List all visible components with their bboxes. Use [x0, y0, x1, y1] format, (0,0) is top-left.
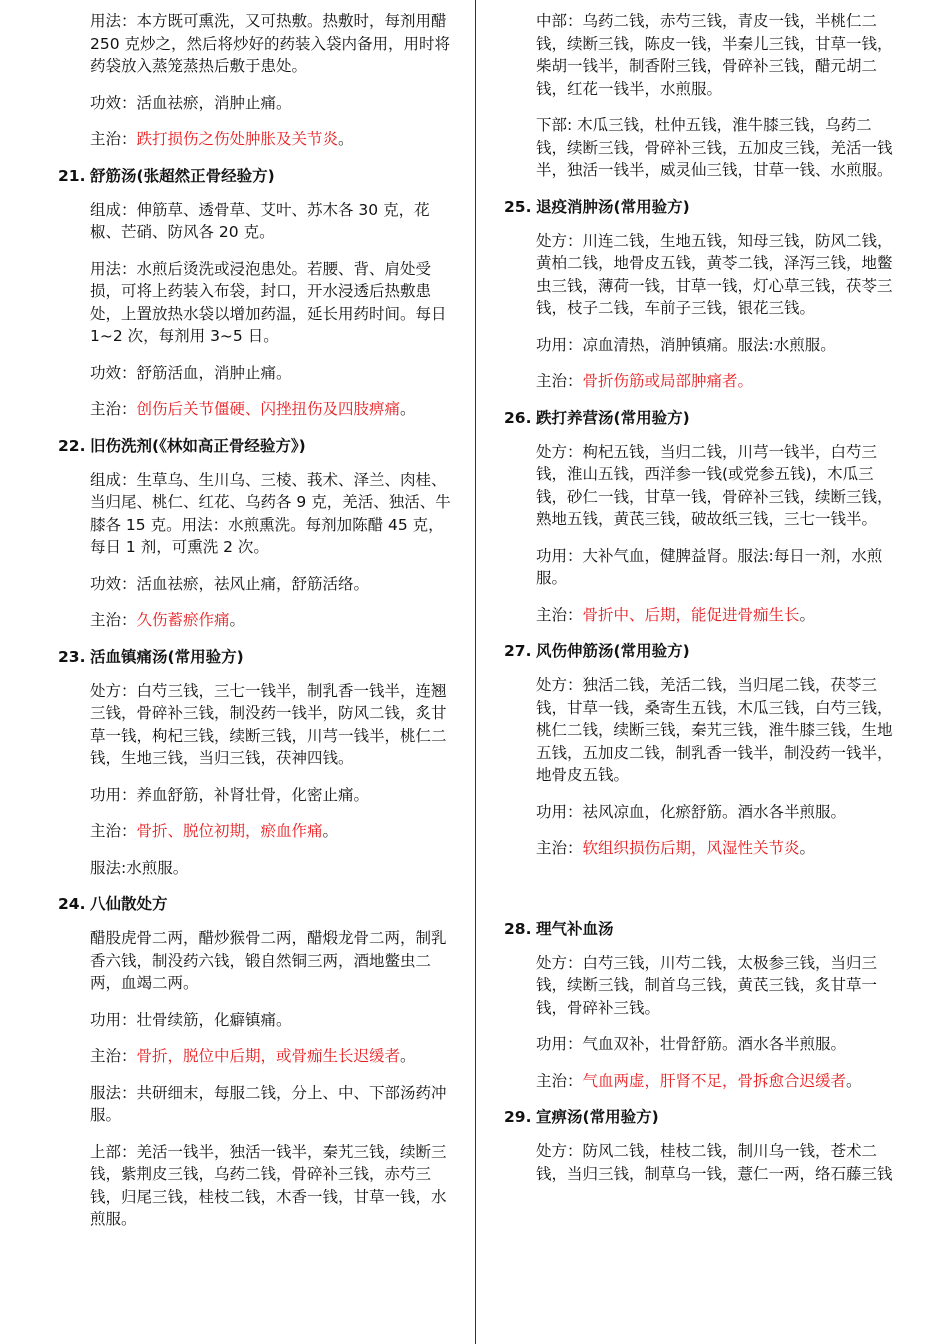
indication-end: 。	[229, 611, 246, 629]
indication-end: 。	[400, 400, 416, 418]
body-paragraph: 上部：羌活一钱半，独活一钱半，秦艽三钱，续断三钱，紫荆皮三钱，乌药二钱，骨碎补三钱，赤芍三钱，归尾三钱，桂枝二钱，木香一钱，甘草一钱，水煎服。	[90, 1142, 447, 1228]
section-number: 22.	[58, 436, 86, 455]
body-paragraph: 处方：白芍三钱，川芍二钱，太极参三钱，当归三钱，续断三钱，制首乌三钱，黄芪三钱，炙甘草一钱，骨碎补三钱。	[536, 953, 878, 1017]
body-paragraph: 处方：独活二钱，羌活二钱，当归尾二钱，茯苓三钱，甘草一钱，桑寄生五钱，木瓜三钱，白芍三钱，桃仁二钱，续断三钱，秦艽三钱，淮牛膝三钱，生地五钱，五加皮二钱，制乳香一钱半，制没药一钱半，地骨皮五钱。	[536, 676, 893, 784]
section-number: 25.	[504, 197, 532, 216]
indication-paragraph	[536, 604, 898, 627]
body-paragraph: 组成：伸筋草、透骨草、艾叶、苏木各 30 克，花椒、芒硝、防风各 20 克。	[90, 200, 430, 241]
indication-text: 骨折，脱位中后期，或骨痂生长迟缓者	[136, 1047, 401, 1065]
indication-paragraph	[90, 128, 452, 151]
body-paragraph: 功用：壮骨续筋，化癖镇痛。	[90, 1010, 292, 1029]
body-paragraph: 功效：活血祛瘀，祛风止痛，舒筋活络。	[90, 574, 370, 593]
section-title: 宣痹汤(常用验方)	[536, 1108, 659, 1126]
body-paragraph: 功用：凉血清热，消肿镇痛。服法:水煎服。	[536, 335, 836, 354]
body-paragraph: 处方：白芍三钱，三七一钱半，制乳香一钱半，连翘三钱，骨碎补三钱，制没药一钱半，防风二钱，炙甘草一钱，枸杞三钱，续断三钱，川芎一钱半，桃仁二钱，生地三钱，当归三钱，茯神四钱。	[90, 681, 447, 767]
indication-text: 创伤后关节僵硬、闪挫扭伤及四肢痹痛	[136, 400, 401, 418]
indication-text: 久伤蓄瘀作痛	[136, 611, 230, 629]
body-paragraph: 服法:水煎服。	[90, 858, 189, 877]
section-number: 28.	[504, 919, 532, 938]
indication-end: 。	[799, 605, 816, 624]
indication-paragraph	[90, 1045, 452, 1068]
indication-paragraph	[536, 370, 898, 393]
indication-label: 主治：	[536, 372, 583, 390]
indication-end: 。	[322, 822, 339, 840]
section-title: 八仙散处方	[90, 895, 168, 913]
indication-paragraph	[536, 1070, 898, 1093]
indication-paragraph	[90, 609, 452, 632]
section-heading	[58, 435, 452, 457]
section-heading	[504, 196, 898, 218]
indication-text: 软组织损伤后期，风湿性关节炎	[582, 839, 800, 857]
column-divider	[475, 0, 476, 1344]
indication-text: 骨折中、后期，能促进骨痂生长	[582, 605, 800, 624]
indication-label: 主治：	[90, 400, 137, 418]
section-number: 23.	[58, 647, 86, 666]
body-paragraph: 处方：枸杞五钱，当归二钱，川芎一钱半，白芍三钱，淮山五钱，西洋参一钱(或党参五钱)，木瓜三钱，砂仁一钱，甘草一钱，骨碎补三钱，续断三钱，熟地五钱，黄芪三钱，破故纸三钱，三七一钱半。	[536, 442, 893, 528]
body-paragraph: 用法：水煎后烫洗或浸泡患处。若腰、背、肩处受损，可将上药装入布袋，封口，开水浸透后热敷患处，上置放热水袋以增加药温，延长用药时间。每日 1~2 次，每剂用 3~5 日。	[90, 259, 447, 345]
indication-label: 主治：	[536, 605, 583, 624]
indication-paragraph	[90, 398, 452, 421]
indication-label: 主治：	[536, 1071, 583, 1090]
indication-label: 主治：	[90, 1047, 137, 1065]
section-title: 理气补血汤	[536, 919, 614, 938]
indication-label: 主治：	[90, 130, 137, 148]
section-spacer	[504, 874, 898, 916]
section-title: 风伤伸筋汤(常用验方)	[536, 642, 690, 660]
indication-end: 。	[400, 1047, 416, 1065]
indication-paragraph	[90, 820, 452, 843]
section-title: 舒筋汤(张超然正骨经验方)	[90, 166, 275, 185]
section-heading	[58, 893, 452, 915]
body-paragraph: 功效：活血祛瘀，消肿止痛。	[90, 93, 292, 112]
section-number: 29.	[504, 1108, 532, 1126]
left-column	[58, 10, 452, 1245]
body-paragraph: 醋股虎骨二两，醋炒猴骨二两，醋煅龙骨二两，制乳香六钱，制没药六钱，锻自然铜三两，酒地鳖虫二两，血竭二两。	[90, 929, 447, 992]
body-paragraph: 处方：川连二钱，生地五钱，知母三钱，防风二钱，黄柏二钱，地骨皮五钱，黄苓二钱，泽泻三钱，地鳖虫三钱，薄荷一钱，甘草一钱，灯心草三钱，茯苓三钱，枝子二钱，车前子三钱，银花三钱。	[536, 231, 893, 317]
indication-end: 。	[846, 1071, 862, 1090]
indication-text: 气血两虚，肝肾不足，骨拆愈合迟缓者	[582, 1071, 847, 1090]
section-number: 26.	[504, 408, 532, 427]
section-number: 21.	[58, 166, 86, 185]
body-paragraph: 功用：气血双补，壮骨舒筋。酒水各半煎服。	[536, 1035, 847, 1053]
body-paragraph: 处方：防风二钱，桂枝二钱，制川乌一钱，苍术二钱，当归三钱，制草乌一钱，薏仁一两，络石藤三钱	[536, 1142, 893, 1183]
section-title: 跌打养营汤(常用验方)	[536, 408, 690, 427]
right-column	[504, 10, 898, 1199]
indication-text: 骨折、脱位初期，瘀血作痛	[136, 822, 323, 840]
indication-paragraph	[536, 837, 898, 860]
section-title: 旧伤洗剂(《林如高正骨经验方》)	[90, 436, 306, 455]
body-paragraph: 功用：养血舒筋，补肾壮骨，化密止痛。	[90, 785, 370, 804]
section-number: 24.	[58, 895, 86, 913]
body-paragraph: 服法：共研细末，每服二钱，分上、中、下部汤药冲服。	[90, 1083, 447, 1124]
section-title: 退疫消肿汤(常用验方)	[536, 197, 690, 216]
indication-end: 。	[799, 839, 816, 857]
section-heading	[504, 407, 898, 429]
section-title: 活血镇痛汤(常用验方)	[90, 647, 244, 666]
section-number: 27.	[504, 642, 532, 660]
section-heading	[58, 165, 452, 187]
body-paragraph: 组成：生草乌、生川乌、三棱、莪术、泽兰、肉桂、当归尾、桃仁、红花、乌药各 9 克，羌活、独活、牛膝各 15 克。用法：水煎熏洗。每剂加陈醋 45 克，每日 1 剂，可熏洗 2 次。	[90, 470, 451, 556]
indication-label: 主治：	[536, 839, 583, 857]
section-heading	[58, 646, 452, 668]
body-paragraph: 功用：祛风凉血，化瘀舒筋。酒水各半煎服。	[536, 802, 847, 821]
section-heading	[504, 918, 898, 940]
body-paragraph: 功用：大补气血，健脾益肾。服法:每日一剂，水煎服。	[536, 546, 883, 587]
indication-text: 骨折伤筋或局部肿痛者。	[582, 372, 754, 390]
body-paragraph: 用法：本方既可熏洗，又可热敷。热敷时，每剂用醋 250 克炒之，然后将炒好的药装入袋内备用，用时将药袋放入蒸笼蒸热后敷于患处。	[90, 12, 451, 75]
body-paragraph: 中部：乌药二钱，赤芍三钱，青皮一钱，半桃仁二钱，续断三钱，陈皮一钱，半秦儿三钱，甘草一钱，柴胡一钱半，制香附三钱，骨碎补三钱，醋元胡二钱，红花一钱半，水煎服。	[536, 12, 893, 98]
indication-label: 主治：	[90, 611, 137, 629]
body-paragraph: 功效：舒筋活血，消肿止痛。	[90, 363, 292, 382]
indication-end: 。	[338, 130, 354, 148]
indication-label: 主治：	[90, 822, 137, 840]
body-paragraph: 下部: 木瓜三钱，杜仲五钱，淮牛膝三钱，乌药二钱，续断三钱，骨碎补三钱，五加皮三钱，羌活一钱半，独活一钱半，威灵仙三钱，甘草一钱、水煎服。	[536, 116, 893, 179]
section-heading	[504, 640, 898, 662]
section-heading	[504, 1106, 898, 1128]
indication-text: 跌打损伤之伤处肿胀及关节炎	[136, 130, 339, 148]
